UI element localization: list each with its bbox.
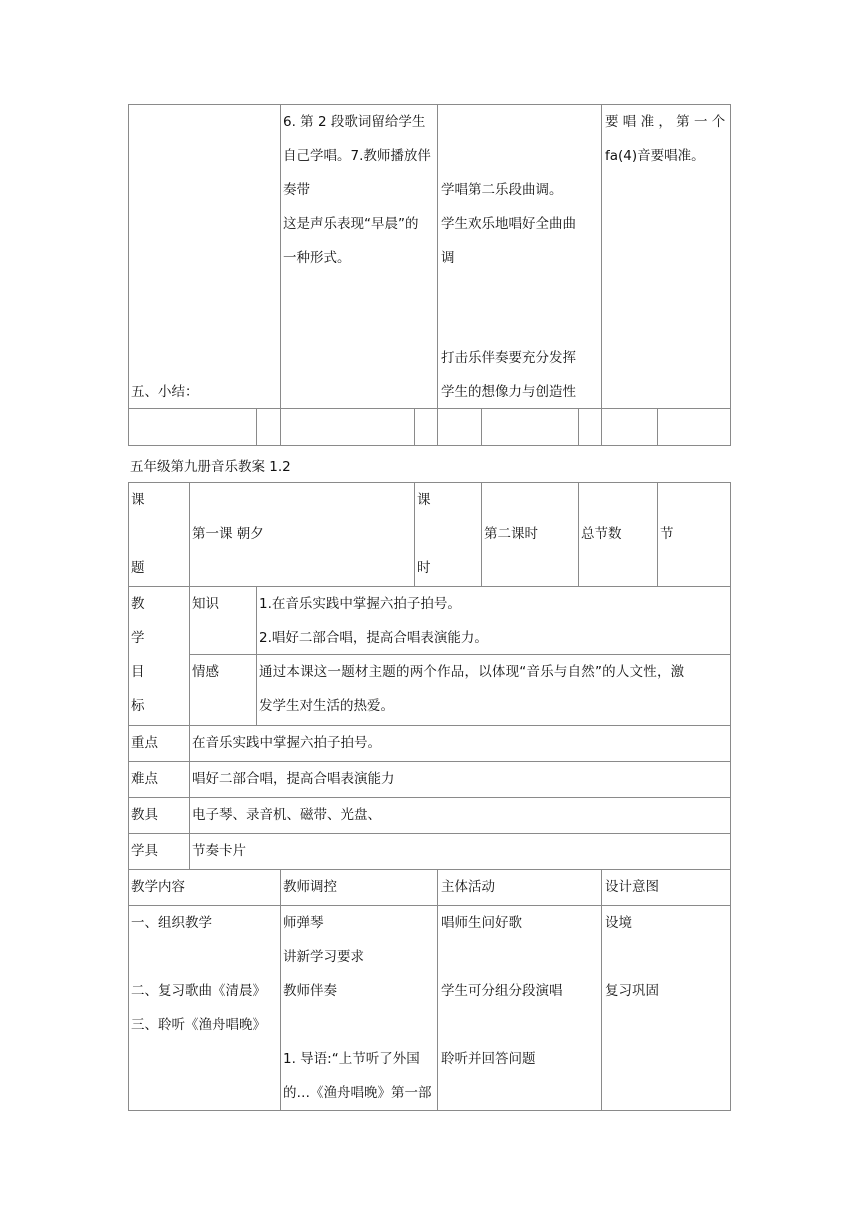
table-row-divider (128, 797, 731, 798)
col-divider (437, 104, 438, 446)
header-content: 教学内容 (131, 879, 185, 895)
col-divider (280, 104, 281, 446)
difficulty-value: 唱好二部合唱，提高合唱表演能力 (192, 771, 395, 787)
table-border-bottom (128, 445, 731, 446)
cell-divider (481, 482, 482, 587)
intent-line: 设境 (605, 915, 632, 931)
cell-divider (578, 482, 579, 587)
total-unit: 节 (660, 526, 674, 542)
table-border-right (730, 482, 731, 1111)
table-border-bottom (128, 1110, 731, 1111)
teacher-line: 这是声乐表现“早晨”的 (283, 216, 419, 232)
table-row-divider (189, 654, 731, 655)
cell-divider (578, 408, 579, 446)
teacher-line: 的…《渔舟唱晚》第一部 (283, 1085, 432, 1101)
table-border-top (128, 482, 731, 483)
col-divider (280, 869, 281, 1111)
table-row-divider (128, 905, 731, 906)
emotion-label: 情感 (192, 664, 219, 680)
teacher-line: 6. 第 2 段歌词留给学生 (283, 114, 426, 130)
table-row-divider (128, 725, 731, 726)
content-line: 三、聆听《渔舟唱晚》 (131, 1017, 266, 1033)
intent-line: 要 唱 准 ， 第 一 个 (605, 114, 726, 130)
document-caption: 五年级第九册音乐教案 1.2 (130, 459, 291, 475)
activity-line: 学唱第二乐段曲调。 (441, 182, 563, 198)
knowledge-line: 1.在音乐实践中掌握六拍子拍号。 (259, 596, 461, 612)
teaching-aids-label: 教具 (131, 807, 158, 823)
table-row-divider (128, 869, 731, 870)
activity-line: 调 (441, 250, 455, 266)
summary-label: 五、小结： (131, 384, 199, 400)
col-divider (437, 869, 438, 1111)
intent-line: 复习巩固 (605, 983, 659, 999)
col-divider (601, 104, 602, 446)
cell-divider (189, 482, 190, 587)
learning-aids-label: 学具 (131, 843, 158, 859)
period-label: 时 (417, 560, 431, 576)
activity-line: 学生欢乐地唱好全曲曲 (441, 216, 576, 232)
activity-line: 打击乐伴奏要充分发挥 (441, 350, 576, 366)
cell-divider (657, 482, 658, 587)
activity-line: 学生可分组分段演唱 (441, 983, 563, 999)
cell-divider (414, 482, 415, 587)
teacher-line: 讲新学习要求 (283, 949, 364, 965)
intent-line: fa(4)音要唱准。 (605, 148, 705, 164)
topic-label: 题 (131, 560, 145, 576)
teacher-line: 师弹琴 (283, 915, 324, 931)
cell-divider (256, 586, 257, 726)
teacher-line: 教师伴奏 (283, 983, 337, 999)
emotion-line: 通过本课这一题材主题的两个作品，以体现“音乐与自然”的人文性，激 (259, 664, 685, 680)
key-value: 在音乐实践中掌握六拍子拍号。 (192, 735, 381, 751)
activity-line: 聆听并回答问题 (441, 1051, 536, 1067)
content-line: 二、复习歌曲《清晨》 (131, 983, 266, 999)
period-value: 第二课时 (484, 526, 538, 542)
activity-line: 唱师生问好歌 (441, 915, 522, 931)
goals-label: 目 (131, 664, 145, 680)
table-border-right (730, 104, 731, 446)
teacher-line: 一种形式。 (283, 250, 351, 266)
cell-divider (189, 586, 190, 726)
teacher-line: 1. 导语:“上节听了外国 (283, 1051, 420, 1067)
cell-divider (256, 408, 257, 446)
topic-label: 课 (131, 492, 145, 508)
activity-line: 学生的想像力与创造性 (441, 384, 576, 400)
learning-aids-value: 节奏卡片 (192, 843, 246, 859)
header-activity: 主体活动 (441, 879, 495, 895)
total-label: 总节数 (581, 526, 622, 542)
cell-divider (657, 408, 658, 446)
table-border-top (128, 104, 731, 105)
cell-divider (189, 725, 190, 870)
difficulty-label: 难点 (131, 771, 158, 787)
table-border-left (128, 104, 129, 446)
key-label: 重点 (131, 735, 158, 751)
header-intent: 设计意图 (605, 879, 659, 895)
table-row-divider (128, 833, 731, 834)
table-row-divider (128, 761, 731, 762)
teaching-aids-value: 电子琴、录音机、磁带、光盘、 (192, 807, 381, 823)
teacher-line: 奏带 (283, 182, 310, 198)
goals-label: 标 (131, 698, 145, 714)
teacher-line: 自己学唱。7.教师播放伴 (283, 148, 431, 164)
cell-divider (414, 408, 415, 446)
knowledge-line: 2.唱好二部合唱，提高合唱表演能力。 (259, 630, 488, 646)
header-teacher: 教师调控 (283, 879, 337, 895)
table-border-left (128, 482, 129, 1111)
period-label: 课 (417, 492, 431, 508)
topic-value: 第一课 朝夕 (192, 526, 264, 542)
table-row-divider (128, 408, 731, 409)
goals-label: 教 (131, 596, 145, 612)
cell-divider (481, 408, 482, 446)
knowledge-label: 知识 (192, 596, 219, 612)
table-row-divider (128, 586, 731, 587)
content-line: 一、组织教学 (131, 915, 212, 931)
goals-label: 学 (131, 630, 145, 646)
emotion-line: 发学生对生活的热爱。 (259, 698, 394, 714)
col-divider (601, 869, 602, 1111)
